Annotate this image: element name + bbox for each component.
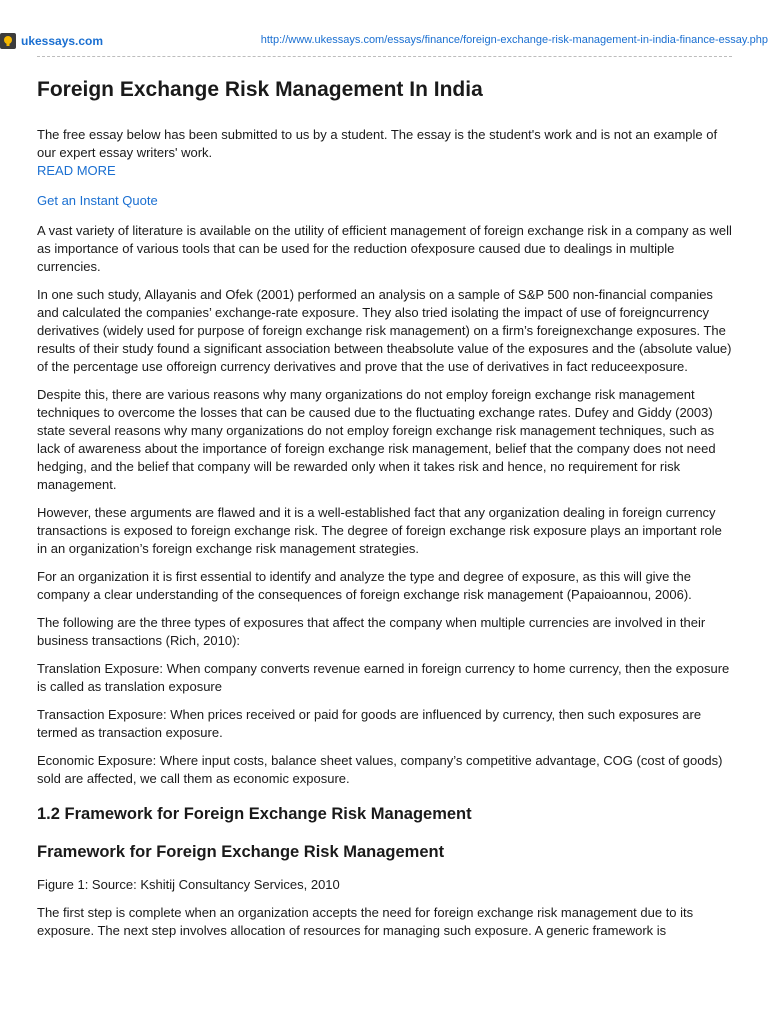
paragraph: Despite this, there are various reasons why many organizations do not employ foreign exchange risk management techniques to overcome the losses that can be caused due to the fluctuating exchange rates. Dufey and Giddy (2003) state several reasons why many organizations do not employ foreign exchange risk management techniques, such as lack of awareness about the importance of foreign exchange risk management, belief that the company does not need hedging, and the belief that company will be rewarded only when it takes risk and hence, no requirement for risk management.: [37, 387, 716, 492]
header-divider: [37, 56, 732, 57]
section-heading: 1.2 Framework for Foreign Exchange Risk Management: [37, 805, 472, 823]
paragraph: For an organization it is first essential to identify and analyze the type and degree of exposure, as this will give the company a clear understanding of the consequences of foreign exchange risk management (Papaioannou, 2006).: [37, 569, 692, 602]
instant-quote-link[interactable]: Get an Instant Quote: [37, 193, 158, 208]
essay-body: [37, 126, 734, 950]
paragraph: Translation Exposure: When company converts revenue earned in foreign currency to home currency, then the exposure is called as translation exposure: [37, 661, 730, 694]
read-more-link[interactable]: READ MORE: [37, 163, 116, 178]
paragraph: The first step is complete when an organization accepts the need for foreign exchange risk management due to its exposure. The next step involves allocation of resources for managing such exposure. A generic framework is: [37, 905, 694, 938]
intro-text: The free essay below has been submitted to us by a student. The essay is the student's work and is not an example of our expert essay writers' work.: [37, 127, 718, 160]
lightbulb-icon[interactable]: [0, 33, 16, 49]
sub-heading: Framework for Foreign Exchange Risk Management: [37, 843, 445, 861]
paragraph: Transaction Exposure: When prices received or paid for goods are influenced by currency, then such exposures are termed as transaction exposure.: [37, 707, 702, 740]
paragraph: A vast variety of literature is available on the utility of efficient management of foreign exchange risk in a company as well as importance of various tools that can be used for the reduction ofexposure caused due to dealings in multiple currencies.: [37, 223, 732, 274]
site-name-link[interactable]: ukessays.com: [21, 34, 104, 48]
page-title: Foreign Exchange Risk Management In India: [37, 78, 483, 101]
paragraph: In one such study, Allayanis and Ofek (2001) performed an analysis on a sample of S&P 500 non-financial companies and calculated the companies’ exchange-rate exposure. They also tried isolating the impact of use of foreigncurrency derivatives (widely used for purpose of foreign exchange risk management) on a firm’s foreignexchange exposures. The results of their study found a significant association between theabsolute value of the exposures and the (absolute value) of the percentage use offoreign currency derivatives and prove that the use of derivatives in fact reduceexposure.: [37, 287, 732, 374]
page-url-link[interactable]: http://www.ukessays.com/essays/finance/foreign-exchange-risk-management-in-india-finance-essay.php: [260, 34, 768, 46]
paragraph: Economic Exposure: Where input costs, balance sheet values, company’s competitive advantage, COG (cost of goods) sold are affected, we call them as economic exposure.: [37, 753, 723, 786]
paragraph: The following are the three types of exposures that affect the company when multiple currencies are involved in their business transactions (Rich, 2010):: [37, 615, 706, 648]
figure-caption: Figure 1: Source: Kshitij Consultancy Services, 2010: [37, 877, 340, 892]
paragraph: However, these arguments are flawed and it is a well-established fact that any organization dealing in foreign currency transactions is exposed to foreign exchange risk. The degree of foreign exchange risk exposure plays an important role in an organization’s foreign exchange risk management strategies.: [37, 505, 722, 556]
